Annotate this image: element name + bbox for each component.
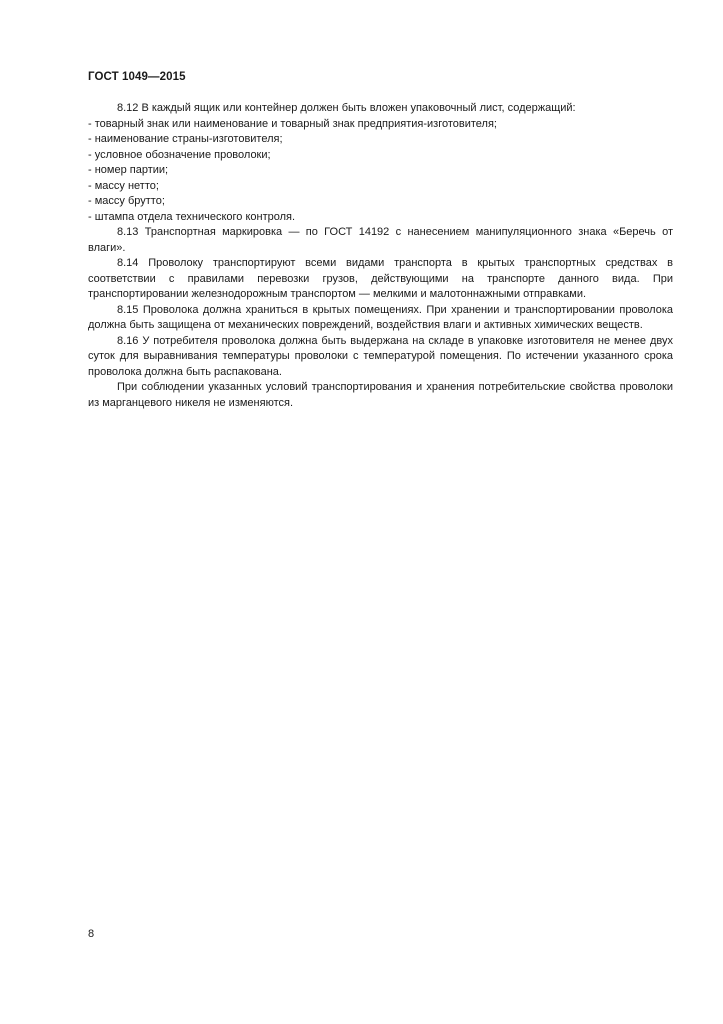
page-number: 8 xyxy=(88,928,95,940)
list-item: - условное обозначение проволоки; xyxy=(88,148,271,161)
section-8-14: 8.14 Проволоку транспортируют всеми видами транспорта в крытых транспортных средствах в соответствии с правилами перевозки грузов, действующими на транспорте данного вида. При транспортировании железнодорожным транспортом — мелкими и малотоннажными отправками. xyxy=(88,257,673,300)
section-8-15: 8.15 Проволока должна храниться в крытых помещениях. При хранении и транспортировании проволока должна быть защищена от механических повреждений, воздействия влаги и активных химических веществ. xyxy=(88,303,673,331)
list-item: - наименование страны-изготовителя; xyxy=(88,133,283,145)
list-item: - массу брутто; xyxy=(88,195,165,207)
section-8-12-intro: 8.12 В каждый ящик или контейнер должен быть вложен упаковочный лист, содержащий: xyxy=(117,102,576,114)
section-8-13: 8.13 Транспортная маркировка — по ГОСТ 14192 с нанесением манипуляционного знака «Беречь от влаги». xyxy=(88,226,673,254)
packing-list-items xyxy=(88,117,673,226)
list-item: - штампа отдела технического контроля. xyxy=(88,210,296,223)
list-item: - массу нетто; xyxy=(88,179,159,192)
list-item: - номер партии; xyxy=(88,164,169,176)
list-item: - товарный знак или наименование и товарный знак предприятия-изготовителя; xyxy=(88,117,497,130)
closing-paragraph: При соблюдении указанных условий транспортирования и хранения потребительские свойства проволоки из марганцевого никеля не изменяются. xyxy=(88,381,673,409)
document-body xyxy=(88,101,673,411)
section-8-16: 8.16 У потребителя проволока должна быть выдержана на складе в упаковке изготовителя не менее двух суток для выравнивания температуры проволоки с температурой помещения. По истечении указанного срока проволока должна быть распакована. xyxy=(88,334,673,378)
document-header: ГОСТ 1049—2015 xyxy=(88,71,186,83)
